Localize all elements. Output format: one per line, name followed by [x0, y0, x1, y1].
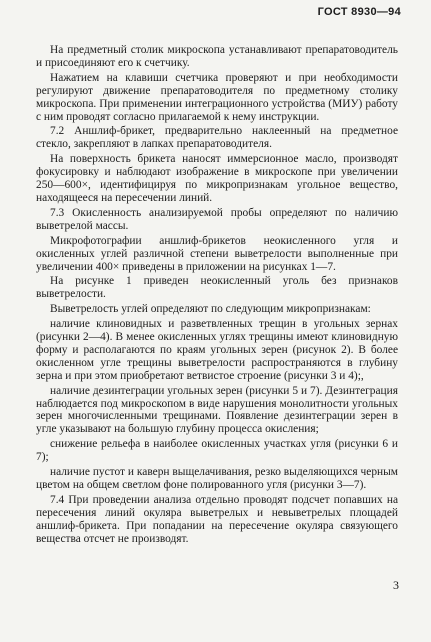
body-text — [36, 44, 398, 546]
paragraph: Выветрелость углей определяют по следующим микропризнакам: — [50, 303, 371, 316]
paragraph: наличие пустот и каверн выщелачивания, резко выделяющихся черным цветом на общем светлом фоне полированного угля (рисунки 3—7). — [36, 466, 398, 491]
standard-header: ГОСТ 8930—94 — [317, 6, 401, 18]
paragraph: На предметный столик микроскопа устанавливают препаратоводитель и присоединяют его к счетчику. — [36, 44, 398, 69]
paragraph: 7.4 При проведении анализа отдельно проводят подсчет попавших на пересечения линий окуляра выветрелых и невыветрелых площадей аншлиф-брикета. При попадании на пересечение окуляра связующего вещества отсчет не производят. — [36, 493, 398, 545]
paragraph: снижение рельефа в наиболее окисленных участках угля (рисунки 6 и 7); — [36, 438, 398, 464]
paragraph: На поверхность брикета наносят иммерсионное масло, производят фокусировку и наблюдают изображение в микроскопе при увеличении 250—600×, идентифицируя по микропризнакам угольное вещество, находящееся на пересечении линий. — [36, 153, 398, 204]
paragraph: 7.2 Аншлиф-брикет, предварительно наклеенный на предметное стекло, закрепляют в лапках препаратоводителя. — [36, 125, 398, 151]
paragraph: Нажатием на клавиши счетчика проверяют и при необходимости регулируют движение препаратоводителя по предметному столику микроскопа. При применении интеграционного устройства (МИУ) работу с ним проводят согласно прилагаемой к нему инструкции. — [36, 71, 398, 123]
paragraph: Микрофотографии аншлиф-брикетов неокисленного угля и окисленных углей различной степени выветрелости выполненные при увеличении 400× приведены в приложении на рисунках 1—7. — [36, 234, 398, 273]
page-number: 3 — [393, 578, 399, 592]
paragraph: На рисунке 1 приведен неокисленный уголь без признаков выветрелости. — [36, 275, 398, 301]
paragraph: 7.3 Окисленность анализируемой пробы определяют по наличию выветрелой массы. — [36, 206, 398, 232]
paragraph: наличие дезинтеграции угольных зерен (рисунки 5 и 7). Дезинтеграция наблюдается под микроскопом в виде нарушения монолитности угольных зерен многочисленными трещинами. Появление дезинтеграции зерен в угле указывают на большую глубину процесса окисления; — [36, 384, 398, 436]
paragraph: наличие клиновидных и разветвленных трещин в угольных зернах (рисунки 2—4). В менее окисленных углях трещины имеют клиновидную форму и располагаются по краям угольных зерен (рисунок 2). В более окисленном угле трещины выветрелости распространяются в глубину зерна и при этом приобретают ветвистое строение (рисунки 3 и 4);, — [36, 318, 398, 382]
